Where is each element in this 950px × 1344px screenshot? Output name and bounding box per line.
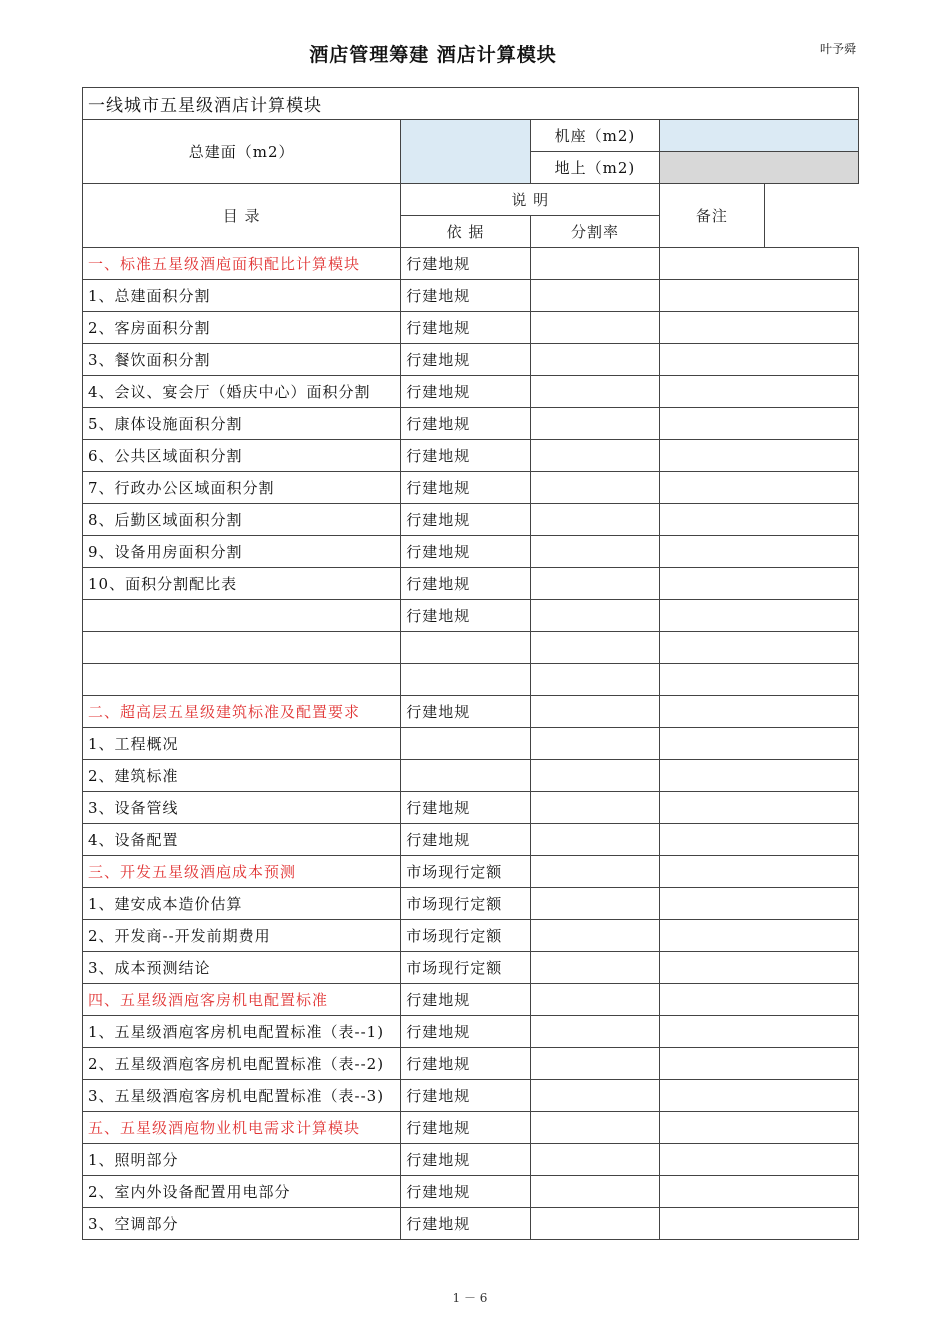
module-title: 一线城市五星级酒店计算模块: [83, 88, 859, 120]
catalog-item: 4、设备配置: [83, 824, 401, 856]
section-row: [83, 984, 859, 1016]
remarks-cell[interactable]: [660, 536, 859, 568]
basis-cell: 行建地规: [401, 824, 531, 856]
table-row: [83, 472, 859, 504]
remarks-cell[interactable]: [660, 1048, 859, 1080]
split-rate-cell[interactable]: [530, 600, 660, 632]
split-rate-cell[interactable]: [530, 280, 660, 312]
catalog-table: [82, 87, 859, 1240]
remarks-cell[interactable]: [660, 1016, 859, 1048]
basis-cell: 行建地规: [401, 1208, 531, 1240]
remarks-cell[interactable]: [660, 1112, 859, 1144]
table-row: [83, 600, 859, 632]
catalog-item: 3、餐饮面积分割: [83, 344, 401, 376]
basis-cell: 行建地规: [401, 984, 531, 1016]
page-number: 1 － 6: [452, 1291, 488, 1305]
basis-cell: 行建地规: [401, 248, 531, 280]
split-rate-cell[interactable]: [530, 1208, 660, 1240]
split-rate-cell[interactable]: [530, 984, 660, 1016]
split-rate-cell[interactable]: [530, 504, 660, 536]
remarks-cell[interactable]: [660, 952, 859, 984]
catalog-item: 五、五星级酒庖物业机电需求计算模块: [83, 1112, 401, 1144]
remarks-cell[interactable]: [660, 1080, 859, 1112]
table-row: [83, 952, 859, 984]
catalog-item: 6、公共区域面积分割: [83, 440, 401, 472]
basis-cell: 行建地规: [401, 1048, 531, 1080]
table-row: [83, 408, 859, 440]
catalog-item: 2、室内外设备配置用电部分: [83, 1176, 401, 1208]
split-rate-cell[interactable]: [530, 696, 660, 728]
catalog-item: 8、后勤区域面积分割: [83, 504, 401, 536]
catalog-item: 5、康体设施面积分割: [83, 408, 401, 440]
remarks-cell[interactable]: [660, 792, 859, 824]
table-row: [83, 504, 859, 536]
split-rate-cell[interactable]: [530, 312, 660, 344]
table-row: [83, 760, 859, 792]
table-row: [83, 1208, 859, 1240]
catalog-item: 1、工程概况: [83, 728, 401, 760]
basis-cell: 行建地规: [401, 312, 531, 344]
remarks-cell[interactable]: [660, 504, 859, 536]
remarks-cell[interactable]: [660, 376, 859, 408]
basis-cell: [401, 728, 531, 760]
basis-cell: 行建地规: [401, 1080, 531, 1112]
catalog-header: 目 录: [83, 184, 401, 248]
remarks-cell[interactable]: [660, 920, 859, 952]
basis-cell: 市场现行定额: [401, 856, 531, 888]
table-row: [83, 728, 859, 760]
basis-cell: 市场现行定额: [401, 952, 531, 984]
catalog-item: 10、面积分割配比表: [83, 568, 401, 600]
catalog-item: 9、设备用房面积分割: [83, 536, 401, 568]
remarks-header: 备注: [660, 184, 764, 248]
split-rate-cell[interactable]: [530, 536, 660, 568]
basis-cell: 行建地规: [401, 792, 531, 824]
basis-cell: 行建地规: [401, 440, 531, 472]
split-rate-cell[interactable]: [530, 248, 660, 280]
catalog-item: 3、成本预测结论: [83, 952, 401, 984]
catalog-item: 2、客房面积分割: [83, 312, 401, 344]
catalog-item: 3、设备管线: [83, 792, 401, 824]
split-rate-cell[interactable]: [530, 760, 660, 792]
table-row: [83, 664, 859, 696]
catalog-item: 四、五星级酒庖客房机电配置标准: [83, 984, 401, 1016]
base-area-label: 机座（m2): [530, 120, 660, 152]
basis-cell: 行建地规: [401, 344, 531, 376]
basis-cell: [401, 760, 531, 792]
basis-cell: 行建地规: [401, 1016, 531, 1048]
catalog-item: [83, 664, 401, 696]
table-row: [83, 888, 859, 920]
remarks-cell[interactable]: [660, 472, 859, 504]
basis-cell: 市场现行定额: [401, 920, 531, 952]
catalog-item: 1、五星级酒庖客房机电配置标准（表--1): [83, 1016, 401, 1048]
remarks-cell[interactable]: [660, 984, 859, 1016]
split-rate-cell[interactable]: [530, 952, 660, 984]
remarks-cell[interactable]: [660, 696, 859, 728]
table-row: [83, 312, 859, 344]
above-ground-area-label: 地上（m2): [530, 152, 660, 184]
table-row: [83, 440, 859, 472]
split-rate-cell[interactable]: [530, 1112, 660, 1144]
section-row: [83, 856, 859, 888]
split-rate-cell[interactable]: [530, 824, 660, 856]
basis-cell: [401, 632, 531, 664]
table-row: [83, 1016, 859, 1048]
table-row: [83, 376, 859, 408]
table-row: [83, 1080, 859, 1112]
split-rate-cell[interactable]: [530, 568, 660, 600]
author-name: 叶予舜: [820, 42, 857, 56]
page-title: 酒店管理筹建 酒店计算模块: [309, 44, 557, 66]
catalog-item: 一、标准五星级酒庖面积配比计算模块: [83, 248, 401, 280]
column-header-row-1: [83, 184, 859, 216]
description-header: 说 明: [401, 184, 660, 216]
table-row: [83, 1176, 859, 1208]
split-rate-cell[interactable]: [530, 344, 660, 376]
catalog-item: 1、总建面积分割: [83, 280, 401, 312]
catalog-item: [83, 600, 401, 632]
section-row: [83, 696, 859, 728]
basis-cell: 行建地规: [401, 472, 531, 504]
split-rate-cell[interactable]: [530, 1048, 660, 1080]
remarks-cell[interactable]: [660, 1144, 859, 1176]
remarks-cell[interactable]: [660, 632, 859, 664]
total-area-input[interactable]: [401, 120, 531, 184]
remarks-cell[interactable]: [660, 856, 859, 888]
basis-cell: 行建地规: [401, 1112, 531, 1144]
catalog-item: 7、行政办公区域面积分割: [83, 472, 401, 504]
remarks-cell[interactable]: [660, 568, 859, 600]
total-area-label: 总建面（m2）: [83, 120, 401, 184]
split-rate-cell[interactable]: [530, 1016, 660, 1048]
section-row: [83, 248, 859, 280]
split-rate-cell[interactable]: [530, 440, 660, 472]
split-rate-cell[interactable]: [530, 408, 660, 440]
table-row: [83, 1048, 859, 1080]
catalog-item: 2、开发商--开发前期费用: [83, 920, 401, 952]
table-row: [83, 536, 859, 568]
remarks-cell[interactable]: [660, 248, 859, 280]
basis-cell: 市场现行定额: [401, 888, 531, 920]
base-area-input[interactable]: [660, 120, 859, 152]
basis-cell: 行建地规: [401, 504, 531, 536]
basis-cell: 行建地规: [401, 1176, 531, 1208]
basis-cell: 行建地规: [401, 536, 531, 568]
split-rate-cell[interactable]: [530, 376, 660, 408]
basis-cell: [401, 664, 531, 696]
split-rate-cell[interactable]: [530, 1144, 660, 1176]
calculation-sheet: [82, 87, 859, 1245]
split-rate-cell[interactable]: [530, 856, 660, 888]
above-ground-area-value: [660, 152, 859, 184]
split-rate-cell[interactable]: [530, 920, 660, 952]
catalog-item: 三、开发五星级酒庖成本预测: [83, 856, 401, 888]
catalog-item: 1、建安成本造价估算: [83, 888, 401, 920]
remarks-cell[interactable]: [660, 408, 859, 440]
remarks-cell[interactable]: [660, 1176, 859, 1208]
remarks-cell[interactable]: [660, 664, 859, 696]
remarks-cell[interactable]: [660, 1208, 859, 1240]
basis-cell: 行建地规: [401, 600, 531, 632]
remarks-cell[interactable]: [660, 728, 859, 760]
table-row: [83, 568, 859, 600]
remarks-cell[interactable]: [660, 344, 859, 376]
table-row: [83, 344, 859, 376]
remarks-cell[interactable]: [660, 312, 859, 344]
table-row: [83, 280, 859, 312]
table-row: [83, 632, 859, 664]
remarks-cell[interactable]: [660, 888, 859, 920]
basis-cell: 行建地规: [401, 568, 531, 600]
split-rate-header: 分割率: [530, 216, 660, 248]
basis-cell: 行建地规: [401, 696, 531, 728]
split-rate-cell[interactable]: [530, 888, 660, 920]
area-row-base: [83, 120, 859, 152]
catalog-item: 2、五星级酒庖客房机电配置标准（表--2): [83, 1048, 401, 1080]
table-row: [83, 824, 859, 856]
basis-cell: 行建地规: [401, 408, 531, 440]
basis-header: 依 据: [401, 216, 531, 248]
catalog-item: 二、超高层五星级建筑标准及配置要求: [83, 696, 401, 728]
basis-cell: 行建地规: [401, 376, 531, 408]
basis-cell: 行建地规: [401, 280, 531, 312]
split-rate-cell[interactable]: [530, 792, 660, 824]
catalog-item: 3、空调部分: [83, 1208, 401, 1240]
catalog-item: 4、会议、宴会厅（婚庆中心）面积分割: [83, 376, 401, 408]
split-rate-cell[interactable]: [530, 728, 660, 760]
section-row: [83, 1112, 859, 1144]
remarks-cell[interactable]: [660, 760, 859, 792]
catalog-item: [83, 632, 401, 664]
remarks-cell[interactable]: [660, 600, 859, 632]
remarks-cell[interactable]: [660, 824, 859, 856]
catalog-item: 3、五星级酒庖客房机电配置标准（表--3): [83, 1080, 401, 1112]
split-rate-cell[interactable]: [530, 1176, 660, 1208]
split-rate-cell[interactable]: [530, 664, 660, 696]
table-row: [83, 1144, 859, 1176]
table-row: [83, 920, 859, 952]
split-rate-cell[interactable]: [530, 472, 660, 504]
split-rate-cell[interactable]: [530, 1080, 660, 1112]
catalog-item: 2、建筑标准: [83, 760, 401, 792]
split-rate-cell[interactable]: [530, 632, 660, 664]
module-title-row: [83, 88, 859, 120]
remarks-cell[interactable]: [660, 440, 859, 472]
basis-cell: 行建地规: [401, 1144, 531, 1176]
table-row: [83, 792, 859, 824]
remarks-cell[interactable]: [660, 280, 859, 312]
catalog-item: 1、照明部分: [83, 1144, 401, 1176]
